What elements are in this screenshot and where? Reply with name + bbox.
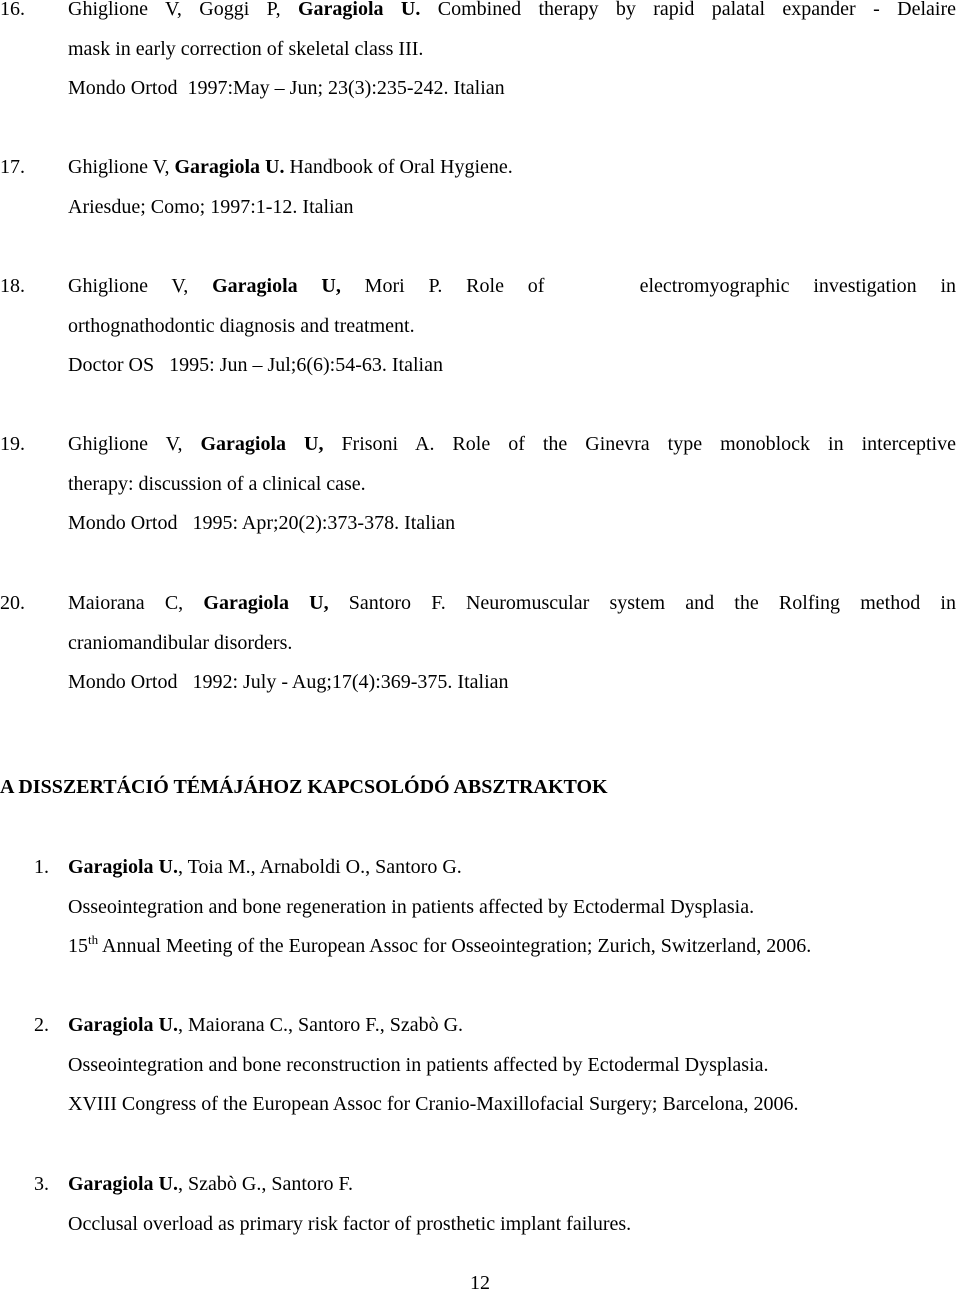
abstract-title-line: Occlusal overload as primary risk factor of prosthetic implant failures. xyxy=(68,1212,632,1235)
reference-18 xyxy=(0,267,960,386)
abstract-number: 1. xyxy=(34,856,49,878)
reference-number: 19. xyxy=(0,433,25,455)
reference-title-line: therapy: discussion of a clinical case. xyxy=(68,472,366,495)
abstract-number: 2. xyxy=(34,1014,49,1036)
abstract-venue-line: XVIII Congress of the European Assoc for Cranio-Maxillofacial Surgery; Barcelona, 2006. xyxy=(68,1093,799,1115)
reference-20 xyxy=(0,584,960,703)
reference-journal-line: Doctor OS 1995: Jun – Jul;6(6):54-63. Italian xyxy=(68,354,443,376)
highlighted-author: Garagiola U. xyxy=(68,1173,178,1195)
abstract-2 xyxy=(0,1006,960,1125)
reference-authors-line: Ghiglione V, Garagiola U, Mori P. Role of electromyographic investigation in xyxy=(68,275,956,297)
highlighted-author: Garagiola U. xyxy=(297,0,421,20)
reference-19 xyxy=(0,425,960,544)
reference-authors-line: Ghiglione V, Garagiola U. Handbook of Oral Hygiene. xyxy=(68,156,513,178)
reference-title-line: craniomandibular disorders. xyxy=(68,631,293,654)
reference-number: 17. xyxy=(0,156,25,178)
abstract-title-line: Osseointegration and bone regeneration in patients affected by Ectodermal Dysplasia. xyxy=(68,895,755,918)
reference-16 xyxy=(0,0,960,109)
abstract-1 xyxy=(0,848,960,967)
reference-number: 20. xyxy=(0,592,25,614)
abstract-venue-line: 15th Annual Meeting of the European Assoc for Osseointegration; Zurich, Switzerland, 2006. xyxy=(68,932,812,957)
abstract-3 xyxy=(0,1165,960,1244)
page-number: 12 xyxy=(470,1272,490,1294)
highlighted-author: Garagiola U, xyxy=(203,592,329,614)
abstract-number: 3. xyxy=(34,1173,49,1195)
abstract-title-line: Osseointegration and bone reconstruction in patients affected by Ectodermal Dysplasia. xyxy=(68,1053,769,1076)
reference-number: 16. xyxy=(0,0,25,20)
reference-journal-line: Mondo Ortod 1992: July - Aug;17(4):369-375. Italian xyxy=(68,671,509,693)
reference-authors-line: Maiorana C, Garagiola U, Santoro F. Neuromuscular system and the Rolfing method in xyxy=(68,592,956,614)
reference-journal-line: Ariesdue; Como; 1997:1-12. Italian xyxy=(68,195,354,218)
highlighted-author: Garagiola U, xyxy=(212,275,341,297)
highlighted-author: Garagiola U. xyxy=(68,1014,178,1036)
abstract-authors-line: Garagiola U., Szabò G., Santoro F. xyxy=(68,1173,354,1195)
reference-17 xyxy=(0,148,960,227)
section-heading: A DISSZERTÁCIÓ TÉMÁJÁHOZ KAPCSOLÓDÓ ABSZTRAKTOK xyxy=(0,776,608,798)
reference-authors-line: Ghiglione V, Goggi P, Garagiola U. Combined therapy by rapid palatal expander - Delaire xyxy=(68,0,956,20)
highlighted-author: Garagiola U. xyxy=(174,156,285,178)
reference-title-line: orthognathodontic diagnosis and treatment. xyxy=(68,314,415,337)
highlighted-author: Garagiola U, xyxy=(200,433,324,455)
abstract-authors-line: Garagiola U., Toia M., Arnaboldi O., Santoro G. xyxy=(68,856,462,878)
reference-title-line: mask in early correction of skeletal class III. xyxy=(68,37,424,60)
reference-number: 18. xyxy=(0,275,25,297)
reference-authors-line: Ghiglione V, Garagiola U, Frisoni A. Role of the Ginevra type monoblock in interceptive xyxy=(68,433,956,455)
reference-journal-line: Mondo Ortod 1997:May – Jun; 23(3):235-242. Italian xyxy=(68,77,505,99)
abstract-authors-line: Garagiola U., Maiorana C., Santoro F., Szabò G. xyxy=(68,1014,464,1036)
reference-journal-line: Mondo Ortod 1995: Apr;20(2):373-378. Italian xyxy=(68,512,456,534)
highlighted-author: Garagiola U. xyxy=(68,856,178,878)
